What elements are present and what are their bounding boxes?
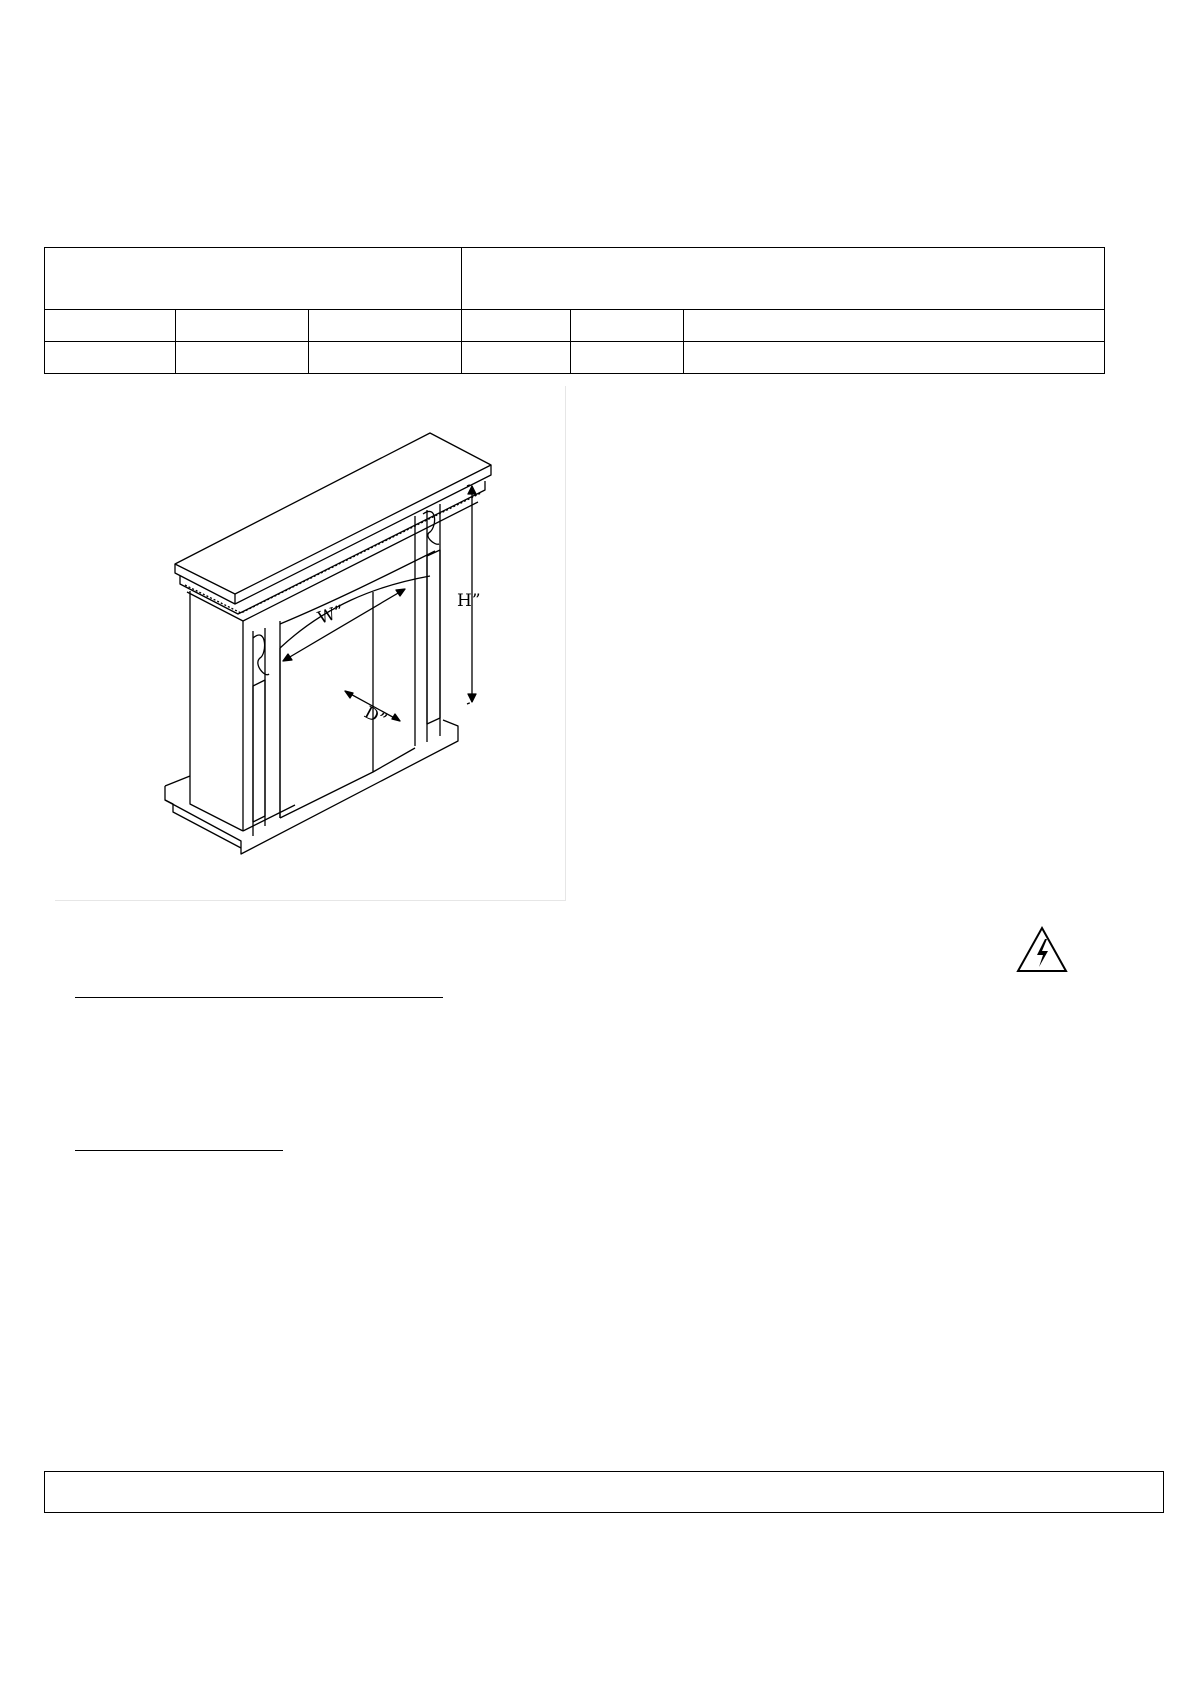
- spec-table: [44, 247, 1105, 374]
- left-pier-side: [190, 591, 243, 831]
- table-header-left: [45, 248, 462, 310]
- table-cell: [45, 342, 176, 374]
- depth-label: D”: [360, 702, 390, 731]
- left-pier-foot: [243, 805, 295, 831]
- table-cell: [684, 310, 1105, 342]
- width-dimension-line: [283, 589, 405, 661]
- mantel-drawing: [55, 386, 565, 900]
- section-heading-underline: [75, 997, 443, 998]
- mantel-side-edge: [235, 465, 491, 604]
- table-cell: [684, 342, 1105, 374]
- table-cell: [309, 310, 462, 342]
- hearth-left-edge: [165, 776, 190, 786]
- section-heading-underline: [75, 1150, 283, 1151]
- table-cell: [176, 342, 309, 374]
- electrical-hazard-warning-icon: [1015, 925, 1069, 975]
- mantel-top-slab: [175, 433, 491, 594]
- table-header-row: [45, 248, 1105, 310]
- footer-box: [44, 1471, 1164, 1513]
- mantel-dimension-figure: [55, 386, 566, 901]
- table-cell: [176, 310, 309, 342]
- left-pilaster-face: [265, 621, 280, 826]
- table-cell: [45, 310, 176, 342]
- right-corbel-scroll: [423, 511, 439, 544]
- table-cell: [462, 310, 571, 342]
- arch-lower: [280, 576, 430, 648]
- dentil-row: [185, 493, 481, 613]
- mantel-front-edge: [175, 564, 235, 604]
- table-cell: [309, 342, 462, 374]
- table-cell: [571, 310, 684, 342]
- height-label: H”: [457, 591, 481, 611]
- left-corbel-scroll: [253, 635, 269, 675]
- table-header-right: [462, 248, 1105, 310]
- table-row: [45, 342, 1105, 374]
- hearth-base: [165, 720, 458, 854]
- left-pilaster-panel: [253, 680, 265, 822]
- firebox-floor-edge: [373, 748, 415, 772]
- width-label: W”: [315, 601, 347, 629]
- arch-upper: [280, 551, 435, 624]
- table-cell: [571, 342, 684, 374]
- table-cell: [462, 342, 571, 374]
- table-row: [45, 310, 1105, 342]
- warning-triangle-svg: [1015, 925, 1069, 975]
